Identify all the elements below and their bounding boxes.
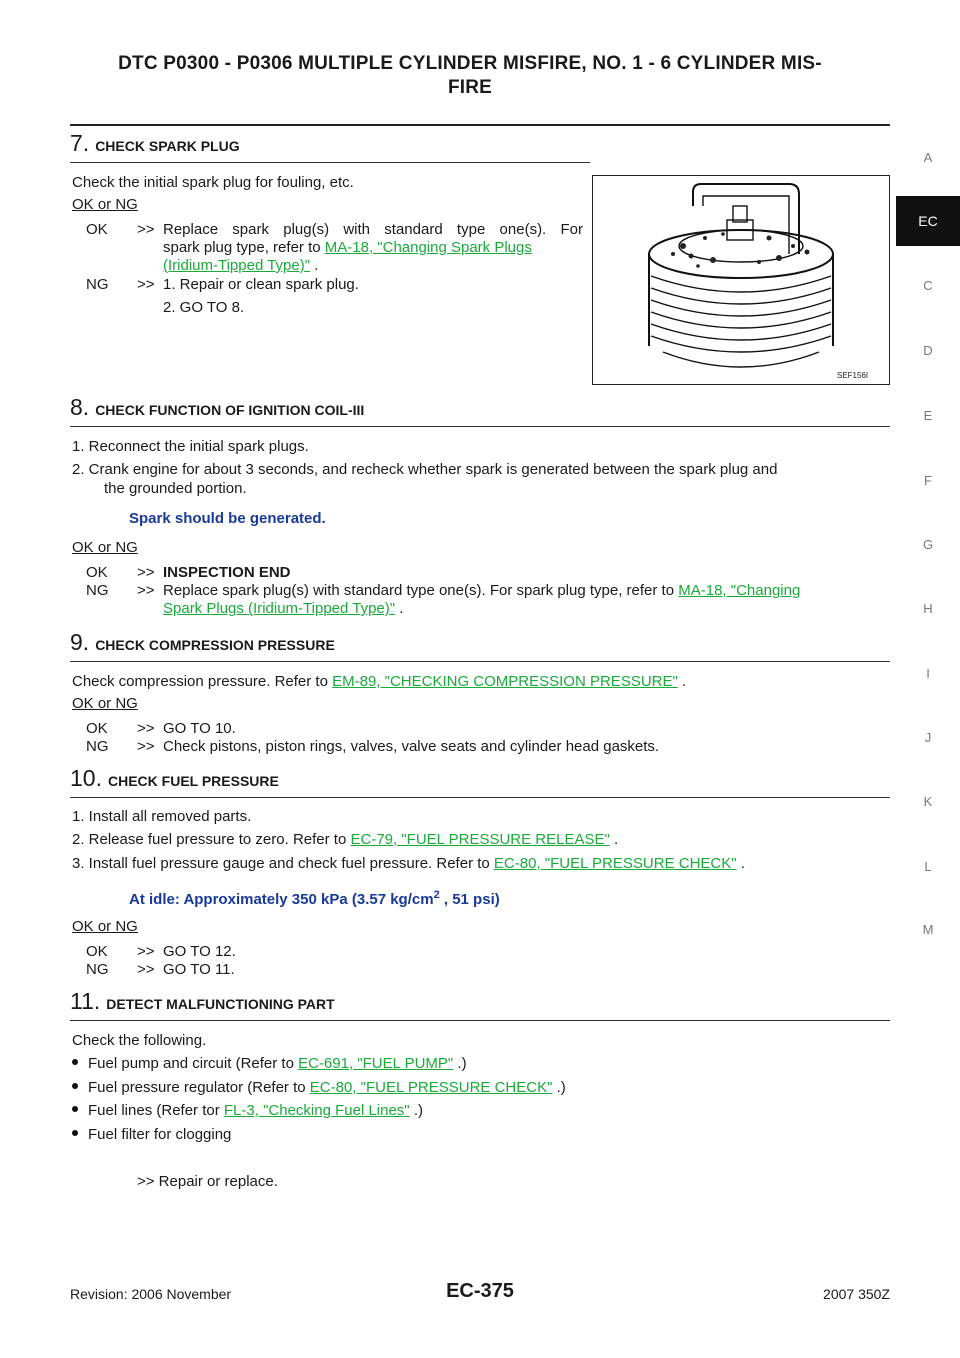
- spark-plug-illustration: [593, 176, 889, 384]
- link-ec80-step10[interactable]: EC-80, "FUEL PRESSURE CHECK": [493, 855, 737, 872]
- page-title: DTC P0300 - P0306 MULTIPLE CYLINDER MISFIRE, NO. 1 - 6 CYLINDER MIS- FIRE: [118, 53, 822, 98]
- step-10-item2: 2. Release fuel pressure to zero. Refer to EC-79, "FUEL PRESSURE RELEASE" .: [72, 831, 619, 848]
- tab-f[interactable]: F: [924, 473, 932, 488]
- step-7-ng-arrow: >>: [137, 276, 155, 293]
- step-10-ng-text: GO TO 11.: [163, 961, 235, 978]
- tab-j[interactable]: J: [924, 730, 932, 745]
- step-7-ng-text2: 2. GO TO 8.: [163, 299, 245, 316]
- step-8-rule: [70, 426, 890, 427]
- link-em89[interactable]: EM-89, "CHECKING COMPRESSION PRESSURE": [332, 673, 678, 690]
- link-ma18-step8[interactable]: MA-18, "Changing: [678, 582, 801, 599]
- step-7-rule: [70, 162, 590, 163]
- step-10-ok-label: OK: [86, 943, 108, 960]
- tab-k[interactable]: K: [923, 794, 933, 809]
- step-7-heading: 7. CHECK SPARK PLUG: [70, 130, 240, 156]
- step-8-ng-label: NG: [86, 582, 109, 599]
- step-10-ok-text: GO TO 12.: [163, 943, 236, 960]
- tab-l[interactable]: L: [924, 859, 932, 874]
- link-ec80-step11[interactable]: EC-80, "FUEL PRESSURE CHECK": [309, 1079, 553, 1096]
- link-ec691[interactable]: EC-691, "FUEL PUMP": [298, 1055, 454, 1072]
- step-7-ok-label: OK: [86, 221, 108, 238]
- step-7-okng: OK or NG: [72, 196, 138, 213]
- step-8-ng-arrow: >>: [137, 582, 155, 599]
- step-11-heading: 11. DETECT MALFUNCTIONING PART: [70, 988, 335, 1014]
- step-7-ok-arrow: >>: [137, 221, 155, 238]
- step-9-ok-arrow: >>: [137, 720, 155, 737]
- bullet-icon: [72, 1083, 78, 1089]
- step-9-heading: 9. CHECK COMPRESSION PRESSURE: [70, 629, 335, 655]
- link-ma18-step7[interactable]: MA-18, "Changing Spark Plugs: [324, 239, 532, 256]
- step-11-bullet-4: Fuel filter for clogging: [72, 1124, 231, 1145]
- tab-d[interactable]: D: [923, 343, 933, 358]
- title-divider: [70, 124, 890, 126]
- tab-h[interactable]: H: [923, 601, 933, 616]
- tab-a[interactable]: A: [923, 150, 933, 165]
- step-10-ok-arrow: >>: [137, 943, 155, 960]
- step-10-okng: OK or NG: [72, 918, 138, 935]
- step-10-ng-arrow: >>: [137, 961, 155, 978]
- step-10-ng-label: NG: [86, 961, 109, 978]
- footer-revision: Revision: 2006 November: [70, 1286, 232, 1302]
- step-9-ng-arrow: >>: [137, 738, 155, 755]
- step-9-okng: OK or NG: [72, 695, 138, 712]
- tab-c[interactable]: C: [923, 278, 933, 293]
- step-8-spec: Spark should be generated.: [129, 510, 326, 527]
- step-8-item2b: the grounded portion.: [104, 480, 247, 497]
- step-10-item3: 3. Install fuel pressure gauge and check fuel pressure. Refer to EC-80, "FUEL PRESSURE CHECK" .: [72, 855, 745, 872]
- step-7-ng-label: NG: [86, 276, 109, 293]
- tab-m[interactable]: M: [922, 922, 934, 937]
- step-11-rule: [70, 1020, 890, 1021]
- step-8-heading: 8. CHECK FUNCTION OF IGNITION COIL-III: [70, 394, 365, 420]
- link-ma18-step8-b[interactable]: Spark Plugs (Iridium-Tipped Type)": [163, 600, 396, 617]
- step-11-bullet-1: Fuel pump and circuit (Refer to EC-691, "FUEL PUMP" .): [72, 1053, 467, 1074]
- step-10-spec: At idle: Approximately 350 kPa (3.57 $kg/cm^2$ , 51 psi): [129, 889, 500, 908]
- spark-plug-figure: [592, 175, 890, 385]
- bullet-icon: [72, 1106, 78, 1112]
- step-7-ok-text: Replace spark plug(s) with standard type one(s). For: [163, 221, 583, 238]
- step-9-ok-label: OK: [86, 720, 108, 737]
- tab-g[interactable]: G: [922, 537, 934, 552]
- step-7-text: Check the initial spark plug for fouling, etc.: [72, 174, 354, 191]
- tab-i[interactable]: I: [926, 666, 930, 681]
- step-9-ng-text: Check pistons, piston rings, valves, valve seats and cylinder head gaskets.: [163, 738, 660, 755]
- step-11-final: >> Repair or replace.: [137, 1173, 278, 1190]
- tab-e[interactable]: E: [923, 408, 933, 423]
- step-7-ok-text2: spark plug type, refer to MA-18, "Changing Spark Plugs: [163, 239, 532, 256]
- step-11-text: Check the following.: [72, 1032, 207, 1049]
- step-8-okng: OK or NG: [72, 539, 138, 556]
- step-9-text: Check compression pressure. Refer to EM-89, "CHECKING COMPRESSION PRESSURE" .: [72, 673, 687, 690]
- step-8-ng-text: Replace spark plug(s) with standard type one(s). For spark plug type, refer to MA-18, "Changing: [163, 582, 801, 599]
- step-9-rule: [70, 661, 890, 662]
- step-10-heading: 10. CHECK FUEL PRESSURE: [70, 765, 279, 791]
- step-8-ok-label: OK: [86, 564, 108, 581]
- footer-model: 2007 350Z: [823, 1286, 890, 1302]
- link-ma18-step7-b[interactable]: (Iridium-Tipped Type)": [163, 257, 311, 274]
- bullet-icon: [72, 1059, 78, 1065]
- step-7-ng-text: 1. Repair or clean spark plug.: [163, 276, 359, 293]
- step-8-ok-arrow: >>: [137, 564, 155, 581]
- link-ec79[interactable]: EC-79, "FUEL PRESSURE RELEASE": [350, 831, 610, 848]
- step-8-item2: 2. Crank engine for about 3 seconds, and recheck whether spark is generated between the spark plug and: [72, 461, 778, 478]
- step-10-rule: [70, 797, 890, 798]
- step-11-bullet-3: Fuel lines (Refer tor FL-3, "Checking Fuel Lines" .): [72, 1100, 423, 1121]
- step-8-ng-text2: Spark Plugs (Iridium-Tipped Type)" .: [163, 600, 404, 617]
- bullet-icon: [72, 1130, 78, 1136]
- step-11-bullet-2: Fuel pressure regulator (Refer to EC-80, "FUEL PRESSURE CHECK" .): [72, 1077, 566, 1098]
- step-9-ng-label: NG: [86, 738, 109, 755]
- footer-page-number: EC-375: [446, 1280, 514, 1302]
- step-8-ok-text: INSPECTION END: [163, 564, 291, 581]
- link-fl3[interactable]: FL-3, "Checking Fuel Lines": [223, 1102, 410, 1119]
- step-7-ok-text3: (Iridium-Tipped Type)" .: [163, 257, 319, 274]
- step-8-item1: 1. Reconnect the initial spark plugs.: [72, 438, 309, 455]
- figure-label: SEF156I: [837, 371, 869, 380]
- tab-ec[interactable]: EC: [896, 196, 960, 246]
- step-9-ok-text: GO TO 10.: [163, 720, 236, 737]
- step-10-item1: 1. Install all removed parts.: [72, 808, 252, 825]
